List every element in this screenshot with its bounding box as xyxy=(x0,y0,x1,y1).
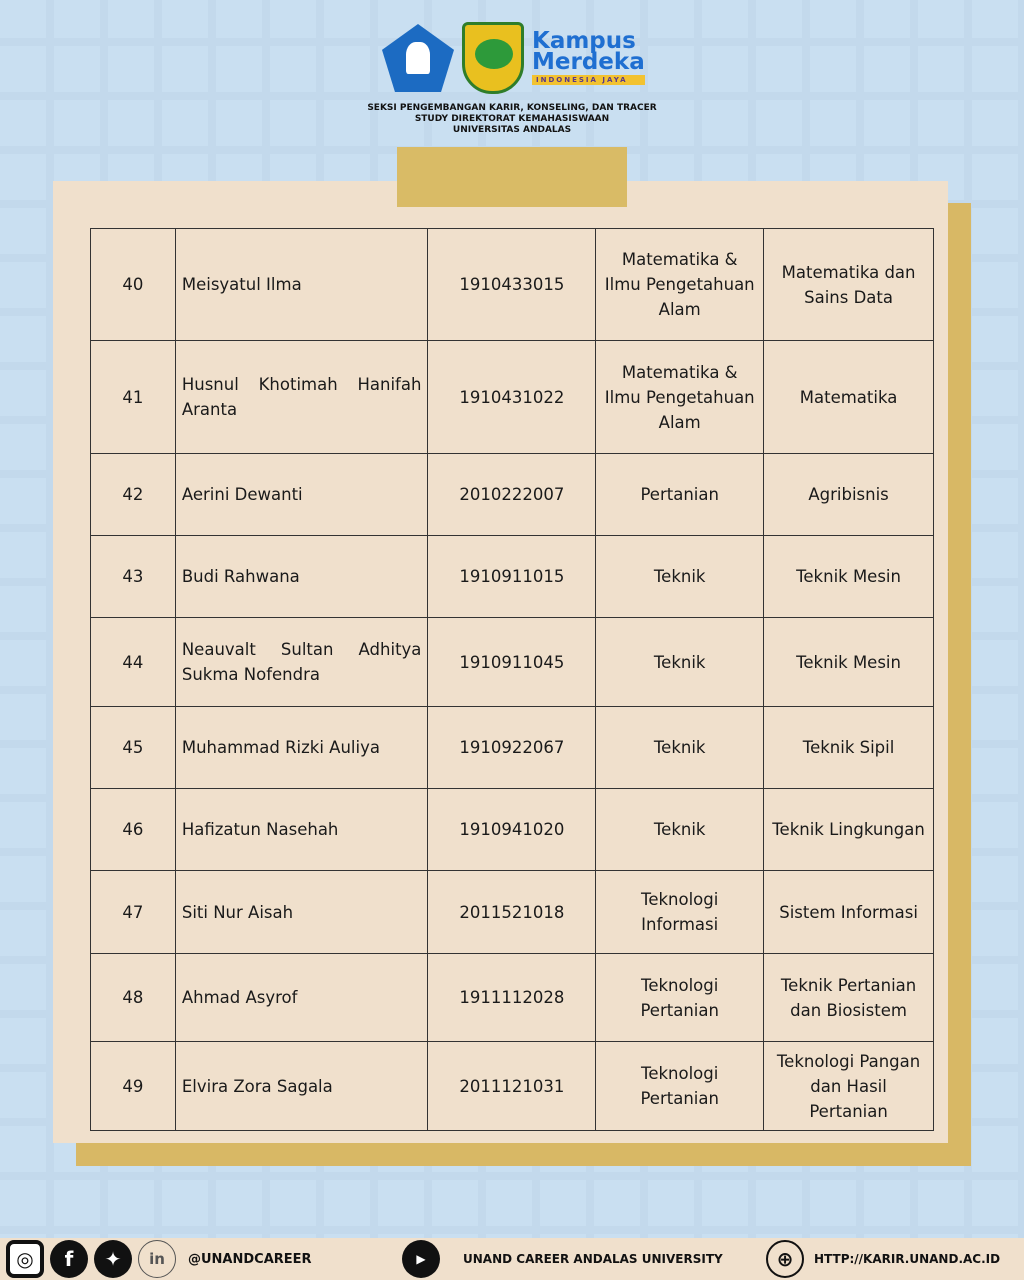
major: Teknik Pertanian dan Biosistem xyxy=(764,954,934,1042)
globe-icon: ⊕ xyxy=(766,1240,804,1278)
faculty: Matematika & Ilmu Pengetahuan Alam xyxy=(596,229,764,341)
social-handle: @UNANDCAREER xyxy=(188,1251,312,1267)
student-name: Aerini Dewanti xyxy=(175,454,428,536)
faculty: Teknik xyxy=(596,707,764,789)
major: Teknik Sipil xyxy=(764,707,934,789)
instagram-icon[interactable]: ◎ xyxy=(6,1240,44,1278)
table-row xyxy=(91,454,934,536)
student-id: 1910941020 xyxy=(428,789,596,871)
kampus-merdeka-logo: Kampus Merdeka INDONESIA JAYA xyxy=(532,28,645,84)
facebook-icon[interactable]: f xyxy=(50,1240,88,1278)
student-id: 2011521018 xyxy=(428,871,596,954)
student-id: 1911112028 xyxy=(428,954,596,1042)
faculty: Teknologi Informasi xyxy=(596,871,764,954)
table-row xyxy=(91,789,934,871)
table-row xyxy=(91,229,934,341)
table-row xyxy=(91,954,934,1042)
student-name: Budi Rahwana xyxy=(175,536,428,618)
row-number: 44 xyxy=(91,618,176,707)
linkedin-icon[interactable]: in xyxy=(138,1240,176,1278)
faculty: Teknik xyxy=(596,536,764,618)
major: Teknik Mesin xyxy=(764,536,934,618)
faculty: Teknik xyxy=(596,789,764,871)
row-number: 48 xyxy=(91,954,176,1042)
student-id: 1910922067 xyxy=(428,707,596,789)
row-number: 41 xyxy=(91,341,176,454)
faculty: Teknologi Pertanian xyxy=(596,954,764,1042)
student-id: 1910911045 xyxy=(428,618,596,707)
student-name: Elvira Zora Sagala xyxy=(175,1042,428,1131)
student-table xyxy=(90,228,934,1131)
student-id: 1910433015 xyxy=(428,229,596,341)
row-number: 40 xyxy=(91,229,176,341)
faculty: Matematika & Ilmu Pengetahuan Alam xyxy=(596,341,764,454)
row-number: 45 xyxy=(91,707,176,789)
major: Teknologi Pangan dan Hasil Pertanian xyxy=(764,1042,934,1131)
table-row xyxy=(91,341,934,454)
student-name: Meisyatul Ilma xyxy=(175,229,428,341)
student-id: 2011121031 xyxy=(428,1042,596,1131)
unand-logo xyxy=(462,22,524,94)
student-id: 1910911015 xyxy=(428,536,596,618)
organization-name: SEKSI PENGEMBANGAN KARIR, KONSELING, DAN TRACER STUDY DIREKTORAT KEMAHASISWAAN UNIVERSITAS ANDALAS xyxy=(367,103,657,135)
faculty: Teknologi Pertanian xyxy=(596,1042,764,1131)
faculty: Pertanian xyxy=(596,454,764,536)
major: Agribisnis xyxy=(764,454,934,536)
website-link[interactable]: HTTP://KARIR.UNAND.AC.ID xyxy=(814,1252,1001,1266)
major: Sistem Informasi xyxy=(764,871,934,954)
row-number: 46 xyxy=(91,789,176,871)
student-name: Muhammad Rizki Auliya xyxy=(175,707,428,789)
row-number: 43 xyxy=(91,536,176,618)
row-number: 47 xyxy=(91,871,176,954)
student-name: Ahmad Asyrof xyxy=(175,954,428,1042)
student-id: 2010222007 xyxy=(428,454,596,536)
tape xyxy=(397,147,627,207)
row-number: 49 xyxy=(91,1042,176,1131)
major: Teknik Lingkungan xyxy=(764,789,934,871)
table-row xyxy=(91,707,934,789)
student-id: 1910431022 xyxy=(428,341,596,454)
row-number: 42 xyxy=(91,454,176,536)
table-row xyxy=(91,1042,934,1131)
table-row xyxy=(91,618,934,707)
footer xyxy=(0,1238,1024,1280)
faculty: Teknik xyxy=(596,618,764,707)
major: Matematika xyxy=(764,341,934,454)
kemendikbud-logo xyxy=(382,24,454,92)
table-row xyxy=(91,536,934,618)
student-name: Siti Nur Aisah xyxy=(175,871,428,954)
student-name: Neauvalt Sultan Adhitya Sukma Nofendra xyxy=(175,618,428,707)
youtube-icon[interactable]: ▶ xyxy=(402,1240,440,1278)
youtube-channel: UNAND CAREER ANDALAS UNIVERSITY xyxy=(463,1252,723,1266)
header-logos xyxy=(382,22,645,94)
student-name: Husnul Khotimah Hanifah Aranta xyxy=(175,341,428,454)
table-row xyxy=(91,871,934,954)
major: Teknik Mesin xyxy=(764,618,934,707)
student-name: Hafizatun Nasehah xyxy=(175,789,428,871)
major: Matematika dan Sains Data xyxy=(764,229,934,341)
twitter-icon[interactable]: ✦ xyxy=(94,1240,132,1278)
